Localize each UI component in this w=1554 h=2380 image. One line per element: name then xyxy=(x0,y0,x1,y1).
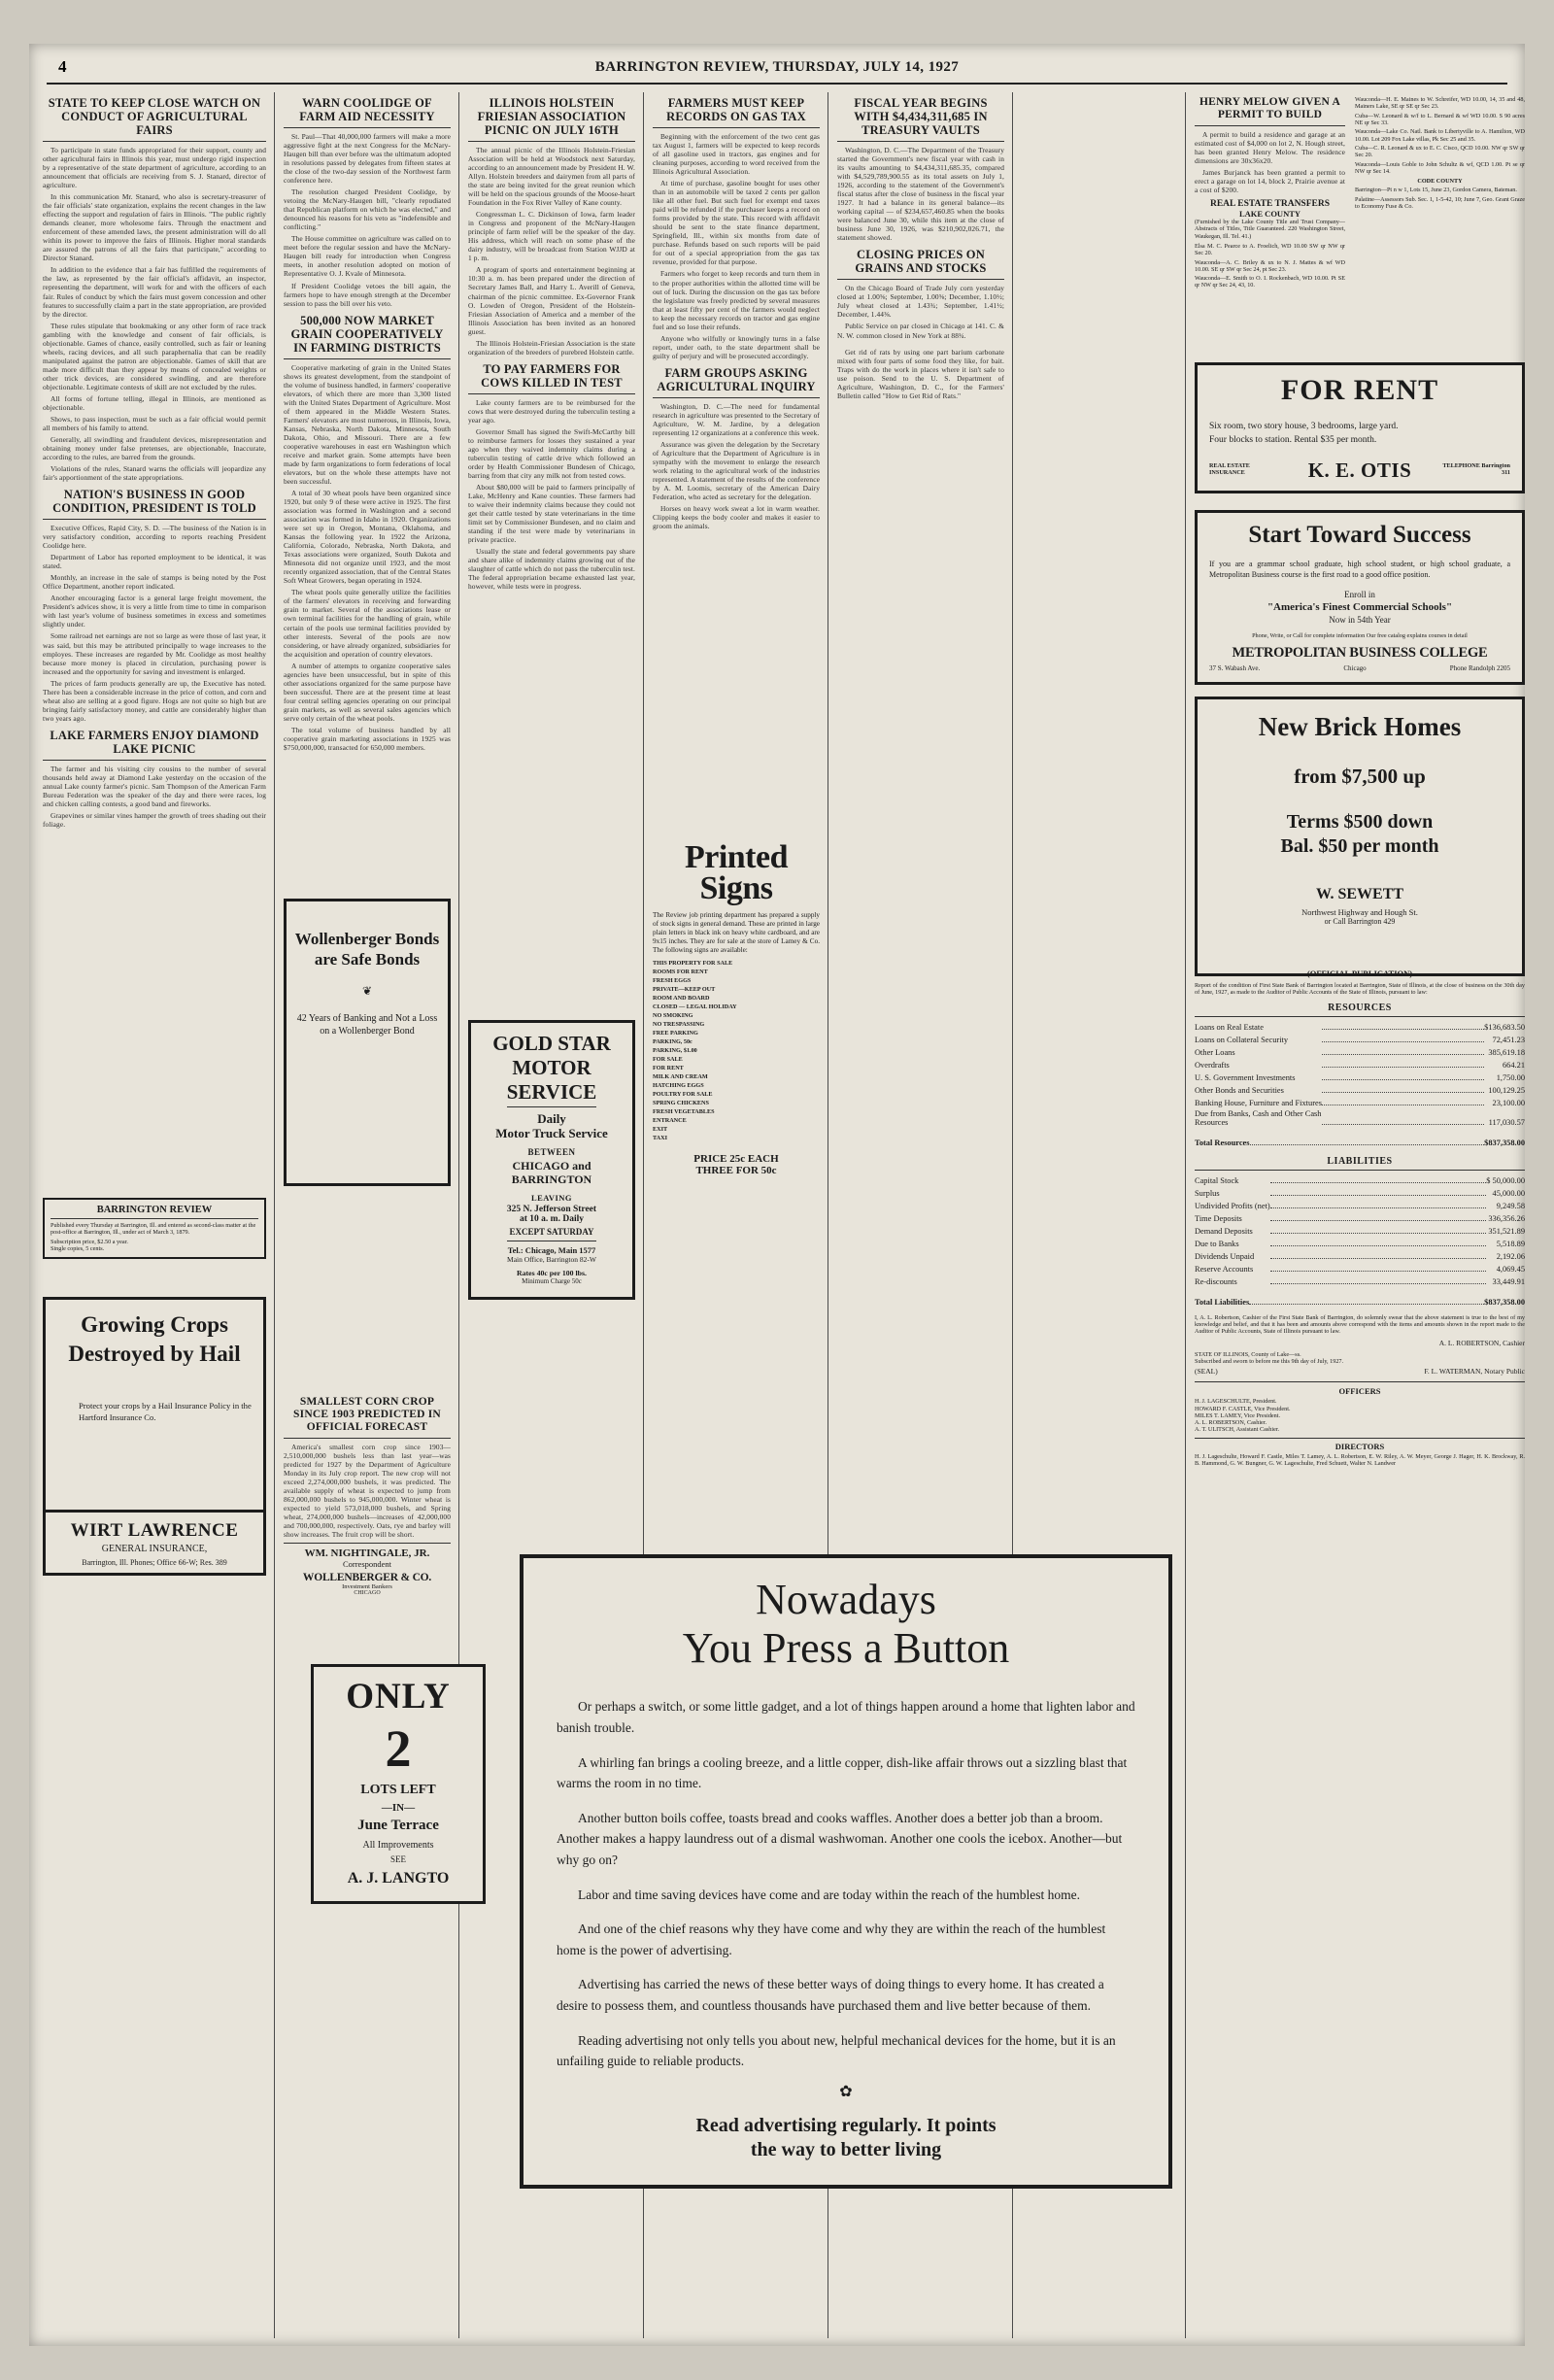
liability-amount: $ 50,000.00 xyxy=(1486,1175,1525,1185)
table-row xyxy=(1195,1136,1525,1148)
paragraph: Governor Small has signed the Swift-McCarthy bill to reimburse farmers for losses they sustained a year ago when they waived indemnity claims during a tuberculin testing of cattle drive which followed an order by Health Commissioner Bundesen of Chicago, barring from that city any milk not from tested cows. xyxy=(468,426,635,480)
article-closing-prices xyxy=(837,284,1004,339)
nowadays-paragraph: Or perhaps a switch, or some little gadget, and a lot of things happen around a home that lighten labor and banish trouble. xyxy=(557,1699,1135,1735)
total-resources-label: Total Resources xyxy=(1195,1138,1250,1147)
real-estate-county-2: CODE COUNTY xyxy=(1417,178,1463,186)
paragraph: The farmer and his visiting city cousins to the number of several thousands held away at Diamond Lake yesterday on the occasion of the annual Lake county farmer's picnic. Sam Thompson of the American Farm Bureau Federation was the speaker of the day and there were races, log and chicken calling contests, a good band and fireworks. xyxy=(43,764,266,808)
for-rent-title: FOR RENT xyxy=(1280,374,1439,406)
bank-liabilities-table xyxy=(1195,1173,1525,1287)
paragraph: At time of purchase, gasoline bought for uses other than in an automobile will be taxed 2 cents per gallon like all other fuel. But such fuel for exempt end taxes paid will be refunded if the purchaser keeps a record on forms provided by the state. This record with affidavit should be sent to the state finance department, Springfield, Ill., within six months from date of purchase. Refunds based on such reports will be paid for out of a special appropriation from the gas tax revenue, provided for that purpose. xyxy=(653,179,820,267)
liability-label: Dividends Unpaid xyxy=(1195,1251,1255,1261)
only-place: June Terrace xyxy=(357,1817,439,1833)
bank-total-liabilities xyxy=(1195,1295,1525,1308)
table-row xyxy=(1195,1083,1525,1096)
headline-farm-groups-inquiry: FARM GROUPS ASKING AGRICULTURAL INQUIRY xyxy=(657,365,816,393)
table-row xyxy=(1195,1108,1525,1128)
sign-item: NO SMOKING xyxy=(653,1012,693,1020)
bank-cashier-signature: A. L. ROBERTSON, Cashier xyxy=(1438,1338,1525,1347)
sign-item: FRESH VEGETABLES xyxy=(653,1108,715,1116)
article-farm-groups-inquiry xyxy=(653,402,820,530)
only-improvements: All Improvements xyxy=(362,1839,434,1851)
for-rent-ad[interactable] xyxy=(1195,362,1525,493)
paragraph: In this communication Mr. Stanard, who also is secretary-treasurer of the fair officials' state organization, explains the recent changes in the law effecting the support and regulation of fairs in Illinois. "The public rightly demands cleaner, more wholesome fairs. Through the enactment and enforcement of these amended laws, the present administration will do all within its power to improve the fairs of Illinois. Higher moral standards are assured the patrons of all the fairs that participate," according to Director Stanard. xyxy=(43,192,266,263)
for-rent-line-2: Four blocks to station. Rental $35 per month. xyxy=(1209,434,1377,445)
paragraph: About $80,000 will be paid to farmers principally of Lake, McHenry and Kane counties. These farmers had to waive their indemnity claims because they could not get their cattle tested by state veterinarians in the time limit set by Commissioner Bundesen, and no claim and standing if the test were made by veterinarians in private practice. xyxy=(468,483,635,545)
real-estate-item: Wauconda—Louis Goble to John Schultz & wf, QCD 1.00. Pt se qr NW qr Sec 14. xyxy=(1355,160,1525,175)
paragraph: A total of 30 wheat pools have been organized since 1920, but only 9 of these were active in 1925. The first association was formed in Washington and a second association was formed in Idaho in 1920. Organizations were set up in Oregon, Montana, Oklahoma, and Kansas the following year. In 1922 the Arizona, California, Colorado, Nebraska, North Dakota, and Texas associations were organized, South Dakota and Minnesota did not organize until 1923, and the most recently organized association, that of the Central States Soft Wheat Growers, began operating in 1924. xyxy=(284,489,451,586)
liability-amount: 2,192.06 xyxy=(1496,1251,1525,1261)
hail-ad-subtitle: GENERAL INSURANCE, xyxy=(101,1544,208,1554)
article-grain-cooperative xyxy=(284,363,451,752)
paragraph: Congressman L. C. Dickinson of Iowa, farm leader in Congress and proponent of the McNary-Haugen principle of farm relief will be the speaker of the day. His address, which will reach on some phase of the dairy industry, will be broadcast from Station WJJD at 1 p. m. xyxy=(468,210,635,263)
printed-signs-body: The Review job printing department has prepared a supply of stock signs in general demand. These are printed in large plain letters in black ink on heavy white cardboard, and are 9x15 inches. They are for sale at the store of Lamey & Co. The following signs are available: xyxy=(653,911,820,955)
bank-seal: (SEAL) xyxy=(1195,1367,1218,1377)
article-warn-coolidge xyxy=(284,132,451,308)
table-row xyxy=(1195,1071,1525,1083)
paragraph: The Illinois Holstein-Friesian Association is the state organization of the breeders of purebred Holstein cattle. xyxy=(468,338,635,357)
paragraph: America's smallest corn crop since 1903—2,510,000,000 bushels less than last year—was predicted for 1927 by the Department of Agriculture Monday in its July crop report. The new crop will not exceed 2,274,000,000 bushels, it was predicted. The available supply of wheat is expected to jump from 862,000,000 bushels to 945,000,000. Winter wheat is expected to yield 573,018,000 bushels, and Spring wheat, 274,000,000 bushels—increases of 42,000,000 and 700,000,000, respectively. Oats, rye and barley will show increases. The fruit crop will be short. xyxy=(284,1442,451,1539)
new-brick-homes-ad[interactable] xyxy=(1195,697,1525,976)
for-rent-line-1: Six room, two story house, 3 bedrooms, large yard. xyxy=(1209,421,1399,431)
paragraph: Cooperative marketing of grain in the United States shows its greatest development, from the standpoint of the volume of business handled, in farmers' cooperative elevators, of which there are more than 3,300 listed with the United States Department of Agriculture. Most of them appeared in the Middle Western States. Farmers' elevators are most numerous, in Illinois, Iowa, Kansas, Nebraska, North Dakota, Minnesota, South Dakota, Ohio, and Missouri. There are a few cooperative warehouses in east ern Washington which receive and market grain. Some attempts have been made by farm organizations to form federations of local elevators, but on the whole these attempts have not been successful. xyxy=(284,362,451,486)
article-fiscal-year xyxy=(837,146,1004,242)
article-holstein-picnic xyxy=(468,146,635,357)
gold-star-min: Minimum Charge 50c xyxy=(522,1276,582,1285)
printed-signs-price-three: THREE FOR 50c xyxy=(695,1165,777,1177)
column-divider-6 xyxy=(1185,92,1186,2338)
headline-fiscal-year: FISCAL YEAR BEGINS WITH $4,434,311,685 IN TREASURY VAULTS xyxy=(854,96,988,137)
liability-amount: 33,449.91 xyxy=(1492,1276,1525,1286)
nowadays-paragraph: Reading advertising not only tells you about new, helpful mechanical devices for the home, but it is an unfailing guide to reliable products. xyxy=(557,2032,1116,2069)
for-rent-agent-name: K. E. OTIS xyxy=(1307,458,1412,482)
paragraph: The prices of farm products generally are up, the Executive has noted. There has been a considerable increase in the price of cotton, and corn and wheat also are selling at a good figure. Hogs are not quite so high but are bringing fairly satisfactory money, and cattle are considerably higher than two years ago. xyxy=(43,678,266,723)
bonds-correspondent-role: Correspondent xyxy=(342,1558,392,1569)
table-row xyxy=(1195,1045,1525,1058)
paragraph: In addition to the evidence that a fair has fulfilled the requirements of the law, as represented by the fair official's affidavit, an inspector, representing the department, will work for and with the officers of each fair. Rules of conduct by which the fairs must govern concession and other features to successfully claim a part in the state appropriation, are provided by the director. xyxy=(43,265,266,319)
paragraph: Monthly, an increase in the sale of stamps is being noted by the Post Office Department, another report indicated. xyxy=(43,573,266,592)
sign-item: NO TRESPASSING xyxy=(653,1021,705,1029)
paragraph: A program of sports and entertainment beginning at 10:30 a. m. has been prepared under the direction of Secretary James Ball, and Harry L. Averill of Geneva, chairman of the picnic committee. Ex-Governor Frank O. Lowden of Oregon, President of the Holstein-Friesian Association of America and a member of the Illinois Association has been invited as an honored guest. xyxy=(468,265,635,336)
resource-amount: 72,451.23 xyxy=(1492,1035,1525,1044)
article-lake-farmers-picnic xyxy=(43,765,266,829)
sign-item: POULTRY FOR SALE xyxy=(653,1091,713,1099)
bank-official-label: (OFFICIAL PUBLICATION) xyxy=(1306,969,1413,978)
only-lots-left-ad[interactable] xyxy=(311,1664,486,1904)
table-row xyxy=(1195,1262,1525,1275)
real-estate-item: Cuba—W. Leonard & w/f to L. Bernard & wf WD 10.00. S 90 acres NE qr Sec 33. xyxy=(1355,112,1525,126)
gold-star-cities: CHICAGO and BARRINGTON xyxy=(511,1159,592,1186)
resource-amount: 23,100.00 xyxy=(1492,1098,1525,1107)
nowadays-advertising-ad[interactable] xyxy=(520,1554,1172,2189)
paragraph: All forms of fortune telling, illegal in Illinois, are mentioned as objectionable. xyxy=(43,393,266,412)
table-row xyxy=(1195,1237,1525,1249)
sign-item: ENTRANCE xyxy=(653,1117,687,1125)
sign-item: THIS PROPERTY FOR SALE xyxy=(653,960,733,968)
paragraph: The resolution charged President Coolidge, by vetoing the McNary-Haugen bill, "clearly repudiated that Republican platform on which he was elected," and denounced his reasons for his veto as "indefensible and conflicting." xyxy=(284,187,451,232)
resource-amount: 100,129.25 xyxy=(1488,1085,1525,1095)
hail-ad-advertiser: WIRT LAWRENCE xyxy=(70,1520,239,1541)
bank-liabilities-title: LIABILITIES xyxy=(1327,1155,1393,1167)
bank-officer: A. L. ROBERTSON, Cashier. xyxy=(1195,1419,1267,1427)
real-estate-item: Wauconda—Lake Co. Natl. Bank to Libertyville to A. Hamilton, WD 10.00. Lot 209 Fox Lake villas, Pk Sec 25 and 35. xyxy=(1355,128,1525,143)
nowadays-paragraph: Advertising has carried the news of these better ways of doing things to every home. It has created a desire to possess them, and countless thousands have purchased them and live better because of them. xyxy=(557,1977,1104,2013)
bank-officer: A. T. ULITSCH, Assistant Cashier. xyxy=(1195,1426,1280,1434)
table-row xyxy=(1195,1249,1525,1262)
sign-item: TAXI xyxy=(653,1135,668,1142)
sign-item: ROOMS FOR RENT xyxy=(653,969,708,976)
bonds-ad[interactable] xyxy=(284,899,451,1186)
gold-star-service: Motor Truck Service xyxy=(495,1126,608,1141)
paragraph: Department of Labor has reported employment to be identical, it was stated. xyxy=(43,553,266,571)
smallest-corn-crop xyxy=(284,1396,451,1596)
hail-insurance-ad[interactable] xyxy=(43,1297,266,1576)
real-estate-item: Palatine—Assessors Sub. Sec. 1, 1-5-42, 10; June 7, Geo. Grant Graze to Economy Fuse & Co. xyxy=(1355,195,1525,211)
gold-star-line-3: SERVICE xyxy=(506,1080,597,1105)
homes-phone: or Call Barrington 429 xyxy=(1324,917,1396,927)
liability-label: Undivided Profits (net) xyxy=(1195,1201,1270,1210)
paragraph: St. Paul—That 40,000,000 farmers will make a more aggressive fight at the next Congress for the McNary-Haugen bill than ever before was the ultimatum adopted in resolutions passed by delegates from fifteen states at the close of the two-day session of the Northwest farm conference here. xyxy=(284,132,451,186)
table-row xyxy=(1195,1224,1525,1237)
bank-directors-title: DIRECTORS xyxy=(1334,1441,1385,1451)
liability-label: Reserve Accounts xyxy=(1195,1264,1254,1274)
paragraph: Horses on heavy work sweat a lot in warm weather. Clipping keeps the body cooler and makes it easier to groom the animals. xyxy=(653,504,820,531)
table-row xyxy=(1195,1211,1525,1224)
newspaper-sheet xyxy=(29,44,1525,2346)
paragraph: A permit to build a residence and garage at an estimated cost of $4,000 on lot 2, N. Hough street, has been granted Henry Melow. The residence dimensions are 30x36x20. xyxy=(1195,129,1345,165)
paragraph: If President Coolidge vetoes the bill again, the farmers hope to have enough strength at the December session to pass the bill over his veto. xyxy=(284,281,451,308)
gold-star-tel: Tel.: Chicago, Main 1577 xyxy=(507,1244,596,1255)
masthead-rule xyxy=(47,83,1507,85)
paragraph: To participate in state funds appropriated for their support, county and other agricultural fairs in Illinois this year, must undergo rigid inspection by a representative of the state department of agriculture, according to an announcement that officials are receiving from S. J. Stanard, director of agriculture. xyxy=(43,146,266,190)
printed-signs-ad[interactable] xyxy=(653,840,820,1176)
sign-item: FRESH EGGS xyxy=(653,977,692,985)
college-year: Now in 54th Year xyxy=(1329,615,1391,626)
nowadays-title-2: You Press a Button xyxy=(682,1624,1010,1673)
paragraph: Beginning with the enforcement of the two cent gas tax August 1, farmers will be expected to keep records of all gasoline used in tractors, gas engines and for cleaning purposes, according to word received from the Illinois Agricultural Association. xyxy=(653,132,820,177)
college-city: Chicago xyxy=(1343,664,1367,673)
paragraph: Public Service on par closed in Chicago at 141. C. & N. W. common closed in New York at 88¾. xyxy=(837,322,1004,340)
flag-line-1: Published every Thursday at Barrington, Ill. and entered as second-class matter at the post-office at Barrington, Ill., under act of March 3, 1879. xyxy=(51,1222,256,1237)
paragraph: Washington, D. C.—The Department of the Treasury started the Government's new fiscal year with cash in its vaults amounting to $4,434,311,685.35, compared with $4,529,789,900.55 as its total assets on July 1, 1926, according to the statement of the Government's fiscal status after the close of business in the fiscal year 1927. It had a balance in its general balance—its working capital — of $234,657,460.85 when the books were balanced June 30, while this item at the close of business June 30, 1926, was $210,902,026.71, the statement showed. xyxy=(837,146,1004,243)
headline-lake-farmers-picnic: LAKE FARMERS ENJOY DIAMOND LAKE PICNIC xyxy=(50,728,259,756)
real-estate-item: Barrington—Pt n w 1, Lots 15, June 23, Gordon Camera, Bateman. xyxy=(1355,187,1517,194)
paragraph: Violations of the rules, Stanard warns the officials will jeopardize any fair's apportionment of the state appropriations. xyxy=(43,464,266,483)
headline-warn-coolidge: WARN COOLIDGE OF FARM AID NECESSITY xyxy=(299,96,435,123)
college-quote: "America's Finest Commercial Schools" xyxy=(1267,601,1453,614)
only-in-label: —IN— xyxy=(381,1801,416,1814)
real-estate-county: LAKE COUNTY xyxy=(1238,208,1301,219)
flag-title: BARRINGTON REVIEW xyxy=(96,1205,213,1215)
sign-item: HATCHING EGGS xyxy=(653,1082,704,1090)
masthead: BARRINGTON REVIEW, THURSDAY, JULY 14, 1927 xyxy=(594,59,960,75)
hail-ad-body: Protect your crops by a Hail Insurance Policy in the Hartford Insurance Co. xyxy=(79,1401,252,1422)
table-row xyxy=(1195,1199,1525,1211)
sign-item: ROOM AND BOARD xyxy=(653,995,710,1003)
total-liabilities-amount: $837,358.00 xyxy=(1484,1297,1525,1307)
gold-star-leaving: LEAVING xyxy=(530,1192,573,1203)
flag-line-3: Single copies, 5 cents. xyxy=(51,1244,105,1252)
resource-label: U. S. Government Investments xyxy=(1195,1072,1296,1082)
paragraph: The wheat pools quite generally utilize the facilities of the farmers' elevators in receiving and forwarding grain to market. Several of the associations lease or own terminal facilities for the handling of grain, while certain of the pools use terminal facilities provided by other interests. Several of the pools are now considering, or have already organized, subsidiaries for the acquisition and operation of country elevators. xyxy=(284,588,451,659)
headline-smallest-corn: SMALLEST CORN CROP SINCE 1903 PREDICTED IN OFFICIAL FORECAST xyxy=(293,1396,441,1433)
paragraph: The House committee on agriculture was called on to meet before the regular session and have the McNary-Haugen bill ready for introduction when Congress meets, in another resolution adopted on motion of Representative O. J. Kvale of Minnesota. xyxy=(284,234,451,279)
printed-signs-list xyxy=(653,960,820,1143)
paragraph: Some railroad net earnings are not so large as were those of last year, it was said, but this may be attributed principally to wage increases to the employes. These increases are regarded by Mr. Coolidge as most healthy because more money is placed in circulation, purchasing power is increased and the opportunity for saving and investment is enlarged. xyxy=(43,631,266,676)
page-number: 4 xyxy=(58,57,67,76)
column-4 xyxy=(653,96,820,533)
headline-real-estate-transfers: REAL ESTATE TRANSFERS xyxy=(1209,198,1330,209)
article-pay-farmers-cows xyxy=(468,398,635,592)
printed-signs-price-each: PRICE 25c EACH xyxy=(693,1153,779,1166)
resource-amount: 1,750.00 xyxy=(1496,1072,1525,1082)
liability-amount: 9,249.58 xyxy=(1496,1201,1525,1210)
liability-amount: 336,356.26 xyxy=(1488,1213,1525,1223)
bank-officer: MILES T. LAMEY, Vice President. xyxy=(1195,1411,1281,1419)
real-estate-item: Wauconda—H. E. Maines to W. Schreifer, WD 10.00, 14, 35 and 48, Mainers Lake, SE qr SE qr Sec 23. xyxy=(1355,96,1525,111)
paragraph: Assurance was given the delegation by the Secretary of Agriculture that the Department of Agriculture is in sympathy with the movement to enlarge the research work relating to the agricultural work of the industries represented. A statement of the results of the conference by A. M. Loomis, secretary of the American Dairy Federation, who acted as secretary for the delegation. xyxy=(653,439,820,502)
paragraph: Anyone who wilfully or knowingly turns in a false report, under oath, to the state department shall be guilty of perjury and will be prosecuted accordingly. xyxy=(653,333,820,360)
table-row xyxy=(1195,1275,1525,1287)
college-phone-note: Phone, Write, or Call for complete information Our free catalog explains courses in detail xyxy=(1252,632,1468,640)
college-body: If you are a grammar school graduate, high school student, or high school graduate, a Metropolitan Business course is the first road to a good office position. xyxy=(1209,560,1510,579)
paragraph: Washington, D. C.—The need for fundamental research in agriculture was presented to the Secretary of Agriculture, W. M. Jardine, by a delegation representing 12 organizations at a conference this week. xyxy=(653,401,820,437)
sign-item: PRIVATE—KEEP OUT xyxy=(653,986,716,994)
paragraph: Lake county farmers are to be reimbursed for the cows that were destroyed during the tuberculin testing a year ago. xyxy=(468,397,635,425)
nowadays-footer-2: the way to better living xyxy=(750,2138,942,2160)
bank-affidavit: I, A. L. Robertson, Cashier of the First State Bank of Barrington, do solemnly swear that the above statement is true to the best of my knowledge and belief, and that it has been and amounts above correspond with the items and amounts shown in the report made to the Auditor of Public Accounts, State of Illinois pursuant to law. xyxy=(1195,1313,1525,1336)
paragraph: Executive Offices, Rapid City, S. D. —The business of the Nation is in very satisfactory condition, according to reports reaching President Coolidge here. xyxy=(43,524,266,551)
nowadays-title-1: Nowadays xyxy=(756,1576,936,1623)
bank-intro: Report of the condition of First State Bank of Barrington located at Barrington, State of Illinois, at the close of business on the 30th day of June, 1927, as made to the Auditor of Public Accounts of the State of Illinois, pursuant to law: xyxy=(1195,982,1525,997)
bank-notary: F. L. WATERMAN, Notary Public xyxy=(1424,1367,1525,1377)
liability-label: Capital Stock xyxy=(1195,1175,1239,1185)
resource-label: Other Bonds and Securities xyxy=(1195,1085,1284,1095)
paragraph: Grapevines or similar vines hamper the growth of trees shading out their foliage. xyxy=(43,810,266,829)
hail-ad-line-1: Growing Crops xyxy=(81,1312,228,1337)
article-henry-melow-permit xyxy=(1195,130,1345,194)
table-row xyxy=(1195,1096,1525,1108)
headline-pay-farmers-cows: TO PAY FARMERS FOR COWS KILLED IN TEST xyxy=(481,361,623,390)
real-estate-source: (Furnished by the Lake County Title and Trust Company—Abstracts of Titles, Title Guaranteed. 220 Washington Street, Waukegan, Ill. Tel. 41.) xyxy=(1195,218,1345,240)
sign-item: EXIT xyxy=(653,1126,668,1134)
column-divider-1 xyxy=(274,92,275,2338)
college-title: Start Toward Success xyxy=(1248,522,1471,548)
headline-nations-business: NATION'S BUSINESS IN GOOD CONDITION, PRESIDENT IS TOLD xyxy=(52,488,256,516)
flag-line-2: Subscription price, $2.50 a year. xyxy=(51,1238,128,1245)
gold-star-line-1: GOLD STAR xyxy=(492,1032,611,1055)
nowadays-paragraph: Labor and time saving devices have come and are today within the reach of the humblest home. xyxy=(578,1887,1080,1902)
article-nations-business xyxy=(43,524,266,723)
sign-item: FOR RENT xyxy=(653,1065,684,1072)
gold-star-motor-service-ad[interactable] xyxy=(468,1020,635,1300)
bonds-ad-ornament: ❦ xyxy=(361,983,373,998)
bank-statement xyxy=(1195,969,1525,1467)
for-rent-left-label: REAL ESTATE INSURANCE xyxy=(1209,462,1250,476)
bank-directors-list: H. J. Lageschulte, Howard F. Castle, Miles T. Lamey, A. L. Robertson, E. W. Riley, A. W. Meyer, George J. Hager, H. K. Brockway, R. B. Hammond, G. W. Bungner, G. W. Lageschulte, Fred Schuett, Walter N. Landwer xyxy=(1195,1452,1525,1468)
nowadays-footer-1: Read advertising regularly. It points xyxy=(695,2114,997,2136)
paragraph: The total volume of business handled by all cooperative grain marketing associations in 1925 was $750,000,000, transacted for 650,000 members. xyxy=(284,725,451,752)
paragraph: Shows, to pass inspection, must be such as a fair official would permit all members of his family to attend. xyxy=(43,414,266,432)
college-name: METROPOLITAN BUSINESS COLLEGE xyxy=(1232,645,1488,662)
homes-terms-1: Terms $500 down xyxy=(1286,811,1434,833)
liability-label: Time Deposits xyxy=(1195,1213,1242,1223)
flourish-icon: ✿ xyxy=(839,2083,853,2100)
resource-amount: 664.21 xyxy=(1502,1060,1525,1070)
sign-item: FREE PARKING xyxy=(653,1030,698,1037)
total-resources-amount: $837,358.00 xyxy=(1484,1138,1525,1147)
homes-advertiser: W. SEWETT xyxy=(1315,886,1404,903)
printed-signs-title-2: Signs xyxy=(699,869,773,906)
bonds-ad-title: Wollenberger Bonds are Safe Bonds xyxy=(294,930,440,969)
table-row xyxy=(1195,1173,1525,1186)
paragraph: James Burjanck has been granted a permit to erect a garage on lot 14, block 2, Prairie avenue at a cost of $200. xyxy=(1195,167,1345,194)
nowadays-paragraph: And one of the chief reasons why they have come and why they are within the reach of the humblest home is the power of advertising. xyxy=(557,1921,1106,1957)
article-smallest-corn xyxy=(284,1443,451,1539)
gold-star-address: 325 N. Jefferson Street xyxy=(506,1204,597,1214)
real-estate-item: Cuba—C. R. Leonard & ux to E. C. Cisco, QCD 10.00. NW qr SW qr Sec 20. xyxy=(1355,144,1525,159)
resource-amount: 385,619.18 xyxy=(1488,1047,1525,1057)
hail-ad-line-2: Destroyed by Hail xyxy=(68,1342,241,1367)
paragraph: On the Chicago Board of Trade July corn yesterday closed at 1.00⅝; September, 1.00⅝; December, 1.10½; July wheat closed at 1.43¾; September, 1.41½; December, 1.44⅜. xyxy=(837,284,1004,320)
table-row xyxy=(1195,1033,1525,1045)
liability-amount: 351,521.89 xyxy=(1488,1226,1525,1236)
only-see-label: SEE xyxy=(389,1853,406,1864)
college-address: 37 S. Wabash Ave. xyxy=(1209,664,1261,673)
gold-star-between: BETWEEN xyxy=(527,1147,576,1158)
hail-ad-contact: Barrington, Ill. Phones; Office 66-W; Res. 389 xyxy=(82,1558,227,1567)
headline-agricultural-fairs: STATE TO KEEP CLOSE WATCH ON CONDUCT OF AGRICULTURAL FAIRS xyxy=(48,96,261,137)
liability-label: Due to Banks xyxy=(1195,1239,1239,1248)
only-lots-label: LOTS LEFT xyxy=(360,1782,436,1797)
liability-amount: 45,000.00 xyxy=(1492,1188,1525,1198)
paragraph: Another encouraging factor is a general large freight movement, the President's advices show, it is very a little from time to time in comparison with last year's volume of business sometimes in excess and sometimes slightly under. xyxy=(43,594,266,629)
homes-address: Northwest Highway and Hough St. xyxy=(1301,907,1418,918)
paragraph: Generally, all swindling and fraudulent devices, misrepresentation and obtaining money under false pretenses, are objectionable, Inaccurate, according to the rules, are barred from the grounds. xyxy=(43,434,266,462)
sign-item: MILK AND CREAM xyxy=(653,1073,708,1081)
sign-item: FOR SALE xyxy=(653,1056,683,1064)
paragraph: Usually the state and federal governments pay share and share alike of indemnity claims growing out of the slaughter of cattle which do not pass the tuberculin test. The federal appropriation became exhausted last year, however, while tests were in progress. xyxy=(468,547,635,592)
bank-resources-table xyxy=(1195,1020,1525,1128)
gold-star-except: EXCEPT SATURDAY xyxy=(509,1226,594,1237)
paragraph: A number of attempts to organize cooperative sales agencies have been unsuccessful, but in spite of this other associations organized for the same purpose have been successful. There are at the present time at least four central selling agencies operating on our principal grain markets, as well as several sales agencies which serve only certain of the wheat pools. xyxy=(284,661,451,723)
sign-item: PARKING, $1.00 xyxy=(653,1047,697,1055)
bonds-ad-tagline: 42 Years of Banking and Not a Loss on a Wollenberger Bond xyxy=(296,1012,438,1037)
newspaper-flag-box xyxy=(43,1198,266,1259)
table-row xyxy=(1195,1295,1525,1308)
resource-label: Loans on Real Estate xyxy=(1195,1022,1264,1032)
resource-label: Other Loans xyxy=(1195,1047,1235,1057)
only-word: ONLY xyxy=(346,1677,451,1717)
bank-total-resources xyxy=(1195,1136,1525,1148)
gold-star-line-2: MOTOR xyxy=(512,1056,591,1080)
table-row xyxy=(1195,1058,1525,1071)
column-6-left xyxy=(1195,96,1345,289)
bonds-correspondent-name: WM. NIGHTINGALE, JR. xyxy=(304,1547,430,1559)
only-number: 2 xyxy=(385,1718,412,1778)
bank-officer: H. J. LAGESCHULTE, President. xyxy=(1195,1398,1277,1406)
bank-officer: HOWARD F. CASTLE, Vice President. xyxy=(1195,1405,1291,1412)
headline-closing-prices: CLOSING PRICES ON GRAINS AND STOCKS xyxy=(855,248,987,276)
liability-amount: 5,518.89 xyxy=(1496,1239,1525,1248)
liability-label: Surplus xyxy=(1195,1188,1220,1198)
resource-amount: 117,030.57 xyxy=(1488,1117,1525,1127)
bonds-firm-name: WOLLENBERGER & CO. xyxy=(302,1571,432,1583)
bank-officers-title: OFFICERS xyxy=(1338,1386,1381,1397)
homes-terms-2: Bal. $50 per month xyxy=(1280,835,1439,858)
bonds-firm-sub: Investment Bankers xyxy=(342,1582,392,1590)
liability-label: Re-discounts xyxy=(1195,1276,1237,1286)
homes-title: New Brick Homes xyxy=(1258,712,1462,741)
for-rent-phone: TELEPHONE Barrington 311 xyxy=(1442,462,1510,476)
gold-star-rates: Rates 40c per 100 lbs. xyxy=(517,1268,587,1277)
headline-holstein-picnic: ILLINOIS HOLSTEIN FRIESIAN ASSOCIATION PICNIC ON JULY 16TH xyxy=(477,96,626,137)
resource-label: Loans on Collateral Security xyxy=(1195,1035,1289,1044)
gold-star-daily: Daily xyxy=(537,1111,566,1127)
nowadays-paragraph: Another button boils coffee, toasts bread and cooks waffles. Another does a better job than a broom. Another makes a happy laundress out of a dismal washwoman. Another one cools the icebox. Another—but why go on? xyxy=(557,1810,1123,1867)
column-5 xyxy=(837,96,1004,403)
gold-star-office: Main Office, Barrington 82-W xyxy=(507,1254,596,1264)
bank-state-line: STATE OF ILLINOIS, County of Lake—ss. xyxy=(1195,1350,1301,1358)
bank-resources-title: RESOURCES xyxy=(1328,1002,1392,1013)
real-estate-item: Wauconda—E. Smith to O. I. Rockenbach, WD 10.00. Pt SE qr NW qr Sec 24, 43, 10. xyxy=(1195,275,1345,289)
business-college-ad[interactable] xyxy=(1195,510,1525,685)
paragraph: Farmers who forget to keep records and turn them in to the proper authorities within the allotted time will be out of luck. During the discussion on the gas tax before the legislature was freely predicted by several measures that at least fifty per cent of the farmers would neglect to keep the necessary records on tractor and gas engine fuel and so lose their refunds. xyxy=(653,269,820,331)
real-estate-item: Elsa M. C. Pearce to A. Froelich, WD 10.00 SW qr NW qr Sec 20. xyxy=(1195,242,1345,257)
liability-label: Demand Deposits xyxy=(1195,1226,1253,1236)
gold-star-time: at 10 a. m. Daily xyxy=(520,1213,584,1224)
homes-price: from $7,500 up xyxy=(1294,765,1426,789)
article-agricultural-fairs xyxy=(43,146,266,482)
sign-item: SPRING CHICKENS xyxy=(653,1100,709,1107)
only-advertiser: A. J. LANGTO xyxy=(347,1869,450,1887)
resource-label: Overdrafts xyxy=(1195,1060,1230,1070)
sign-item: CLOSED — LEGAL HOLIDAY xyxy=(653,1003,737,1011)
college-phone-2: Phone Randolph 2205 xyxy=(1449,664,1510,673)
printed-signs-title-1: Printed xyxy=(684,839,789,875)
article-rat-control xyxy=(837,348,1004,400)
sign-item: PARKING, 50c xyxy=(653,1038,693,1046)
paragraph: These rules stipulate that bookmaking or any other form of race track gambling with the knowledge and consent of fair officials, is objectionable. Games of chance, easily controlled, such as fair or leaning wheels, racing devices, and all such paraphernalia that can be readily manipulated against the patron are objectionable. Games of skill that are made more difficult than they appear by means of concealed weights or other trick devices, are considered swindling, and are therefore objectionable. Legitimate contests of skill are not excluded by the rules. xyxy=(43,321,266,391)
headline-grain-cooperative: 500,000 NOW MARKET GRAIN COOPERATIVELY IN FARMING DISTRICTS xyxy=(290,313,444,355)
college-enroll: Enroll in xyxy=(1344,590,1375,600)
column-divider-2 xyxy=(458,92,459,2338)
resource-label: Banking House, Furniture and Fixtures xyxy=(1195,1098,1322,1107)
nowadays-paragraph: A whirling fan brings a cooling breeze, and a little copper, dish-like affair throws out a sizzling blast that warms the room in no time. xyxy=(557,1754,1128,1791)
table-row xyxy=(1195,1020,1525,1033)
bank-sworn-line: Subscribed and sworn to before me this 9th day of July, 1927. xyxy=(1195,1357,1344,1365)
real-estate-item: Wauconda—A. C. Briley & ux to N. J. Mattes & wf WD 10.00. SE qr SW qr Sec 24, pt Sec 23. xyxy=(1195,258,1345,273)
bonds-firm-city: CHICAGO xyxy=(354,1589,381,1596)
headline-gas-tax-records: FARMERS MUST KEEP RECORDS ON GAS TAX xyxy=(666,96,806,123)
resource-amount: $136,683.50 xyxy=(1484,1022,1525,1032)
column-3 xyxy=(468,96,635,594)
article-gas-tax-records xyxy=(653,132,820,360)
total-liabilities-label: Total Liabilities xyxy=(1195,1297,1250,1307)
column-2 xyxy=(284,96,451,755)
resource-label: Due from Banks, Cash and Other Cash Resources xyxy=(1195,1108,1322,1127)
paragraph: Get rid of rats by using one part barium carbonate mixed with four parts of some food they like, for bait. Traps with do the work in places where it isn't safe to use poison. Send to the U. S. Department of Agriculture, Washington, D. C., for the Farmers' Bulletin called "How to Get Rid of Rats." xyxy=(837,347,1004,400)
column-1 xyxy=(43,96,266,832)
headline-henry-melow-permit: HENRY MELOW GIVEN A PERMIT TO BUILD xyxy=(1199,96,1340,120)
column-7-right xyxy=(1355,96,1525,210)
table-row xyxy=(1195,1186,1525,1199)
paragraph: The annual picnic of the Illinois Holstein-Friesian Association will be held at Woodstock next Saturday, according to an announcement made by President H. W. Allyn. Holstein breeders and dairymen from all parts of the state are being invited for the great reunion which will be held on the spacious grounds of the Moose-heart Foundation in the Fox River Valley of Kane county. xyxy=(468,146,635,208)
liability-amount: 4,069.45 xyxy=(1496,1264,1525,1274)
